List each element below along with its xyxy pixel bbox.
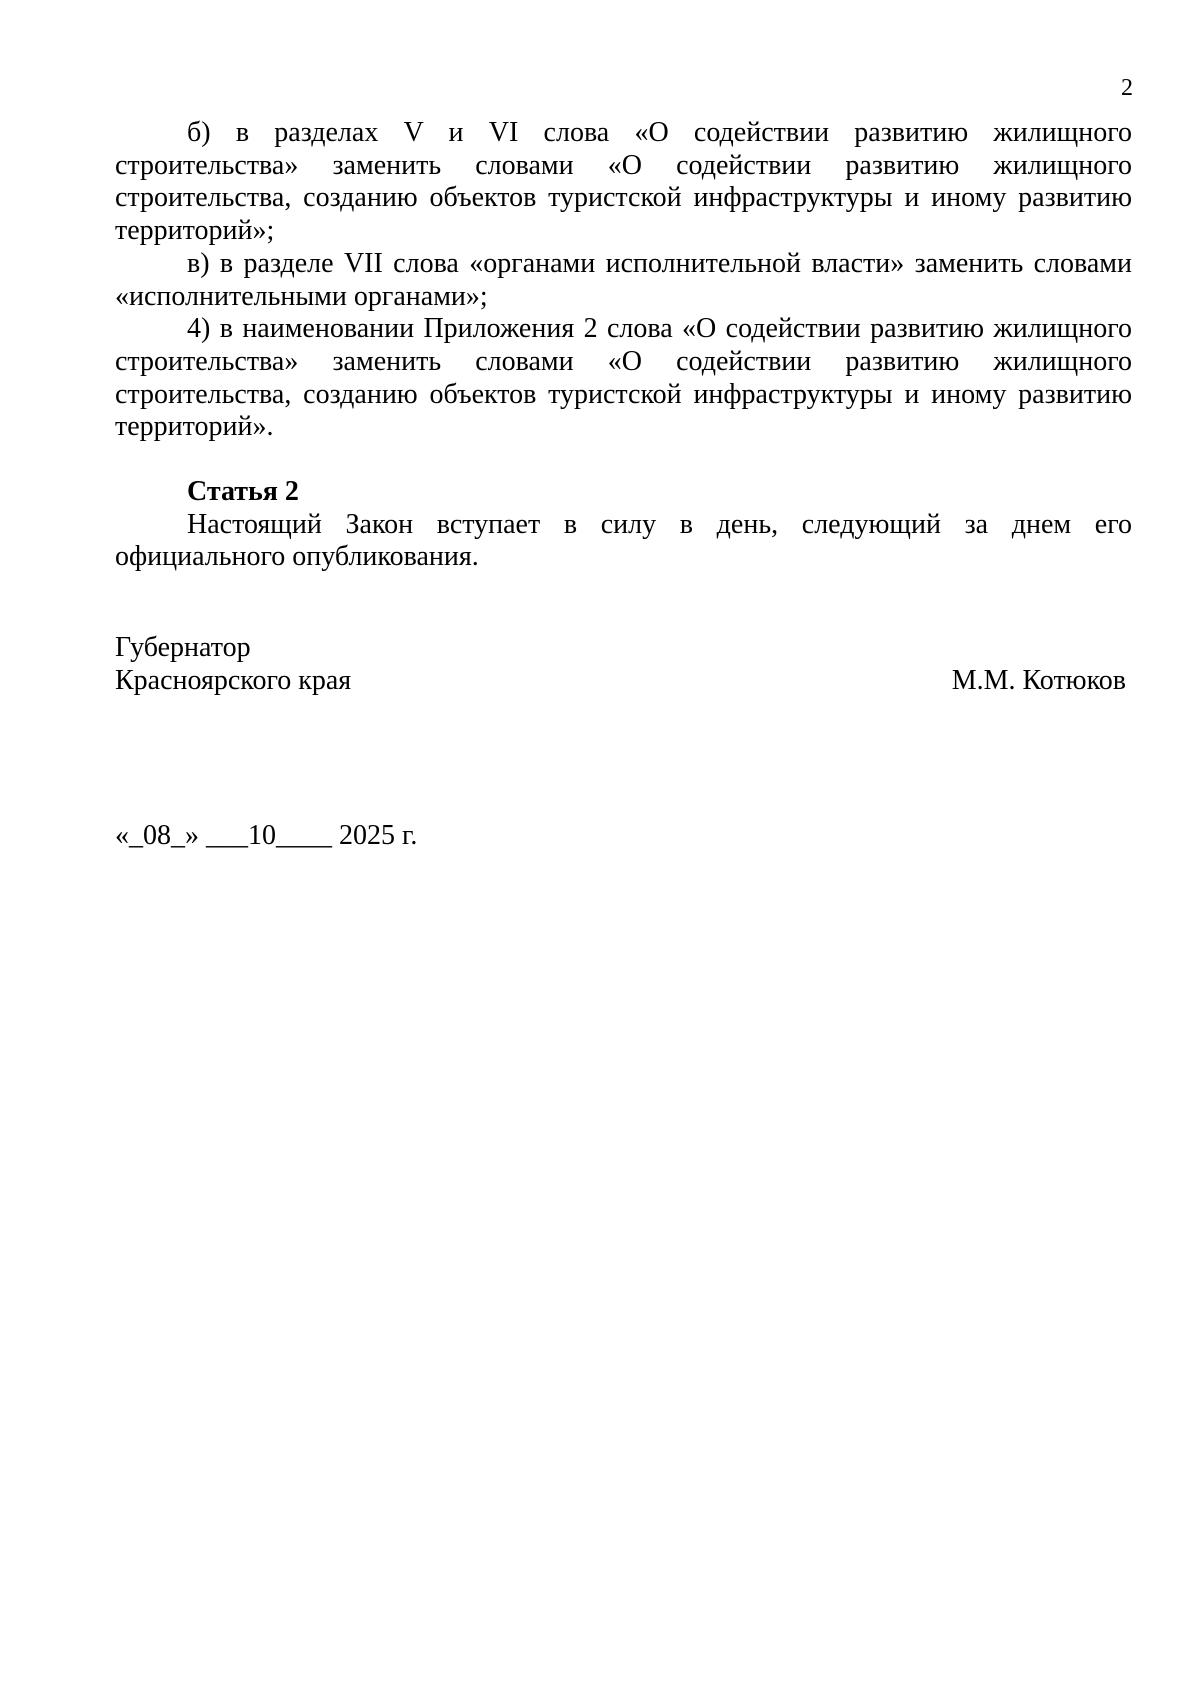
- article-heading: Статья 2: [187, 476, 299, 508]
- article-2: [115, 476, 1132, 574]
- document-body: [115, 117, 1132, 574]
- signature-row: [115, 665, 1132, 698]
- document-date: «_08_» ___10____ 2025 г.: [115, 820, 418, 851]
- paragraph-4: 4) в наименовании Приложения 2 слова «О содействии развитию жилищного строительства» заменить словами «О содействии развитию жилищного строительства, созданию объектов туристской инфраструктуры и иному развитию территорий».: [115, 313, 1132, 443]
- page-number: 2: [1121, 75, 1133, 101]
- paragraph-v: в) в разделе VII слова «органами исполнительной власти» заменить словами «исполнительными органами»;: [115, 247, 1132, 312]
- signatory-title-line1: Губернатор: [115, 632, 251, 663]
- article-text: Настоящий Закон вступает в силу в день, следующий за днем его официального опубликования.: [115, 508, 1132, 573]
- signature-block: [115, 632, 1132, 697]
- signatory-title-line2: Красноярского края: [115, 664, 352, 696]
- signatory-name: М.М. Котюков: [951, 664, 1126, 696]
- paragraph-b: б) в разделах V и VI слова «О содействии развитию жилищного строительства» заменить словами «О содействии развитию жилищного строительства, созданию объектов туристской инфраструктуры и иному развитию территорий»;: [115, 117, 1132, 247]
